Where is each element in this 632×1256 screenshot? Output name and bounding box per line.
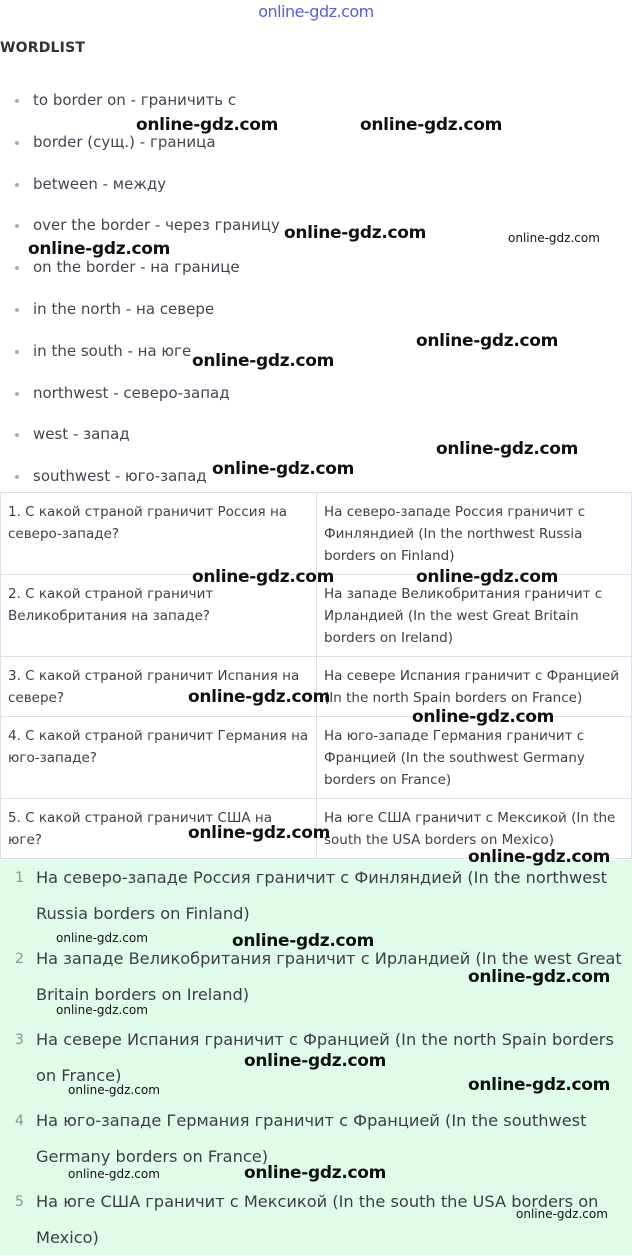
answer-number: 2 [15, 951, 24, 967]
answer-number: 5 [15, 1194, 24, 1210]
wordlist-item [0, 122, 632, 164]
wordlist-item [0, 373, 632, 415]
watermark: online-gdz.com [244, 1051, 387, 1071]
wordlist-item [0, 289, 632, 331]
watermark: online-gdz.com [188, 687, 331, 707]
bullet-icon [15, 141, 19, 145]
question-cell: 5. С какой страной граничит США на юге? [1, 799, 317, 859]
answer-number: 4 [15, 1113, 24, 1129]
watermark: online-gdz.com [192, 351, 335, 371]
watermark: online-gdz.com [284, 223, 427, 243]
qa-table [0, 492, 632, 859]
bullet-icon [15, 350, 19, 354]
bullet-icon [15, 183, 19, 187]
answer-cell: На северо-западе Россия граничит с Финляндией (In the northwest Russia borders on Finland) [317, 493, 632, 575]
answer-number: 3 [15, 1032, 24, 1048]
bullet-icon [15, 99, 19, 103]
wordlist-item-text: southwest - юго-запад [33, 467, 207, 486]
answer-number: 1 [15, 870, 24, 886]
table-row [1, 493, 632, 575]
bullet-icon [15, 392, 19, 396]
watermark: online-gdz.com [412, 707, 555, 727]
answer-text: На северо-западе Россия граничит с Финляндией (In the northwest Russia borders on Finland) [36, 868, 607, 923]
watermark: online-gdz.com [28, 239, 171, 259]
wordlist-item [0, 164, 632, 206]
watermark: online-gdz.com [516, 1207, 608, 1221]
answer-text: На юге США граничит с Мексикой (In the south the USA borders on Mexico) [36, 1192, 599, 1247]
watermark: online-gdz.com [508, 231, 600, 245]
watermark: online-gdz.com [56, 931, 148, 945]
watermark: online-gdz.com [192, 567, 335, 587]
answer-text: На западе Великобритания граничит с Ирландией (In the west Great Britain borders on Ireland) [36, 949, 622, 1004]
bullet-icon [15, 308, 19, 312]
wordlist-item-text: on the border - на границе [33, 258, 240, 277]
answer-text: На севере Испания граничит с Францией (In the north Spain borders on France) [36, 1030, 614, 1085]
watermark: online-gdz.com [468, 967, 611, 987]
wordlist [0, 80, 632, 498]
watermark: online-gdz.com [468, 847, 611, 867]
watermark-header: online-gdz.com [258, 2, 374, 21]
watermark: online-gdz.com [360, 115, 503, 135]
watermark: online-gdz.com [416, 331, 559, 351]
watermark: online-gdz.com [56, 1003, 148, 1017]
answer-text: На юго-западе Германия граничит с Францией (In the southwest Germany borders on France) [36, 1111, 587, 1166]
wordlist-item-text: west - запад [33, 425, 130, 444]
watermark: online-gdz.com [68, 1167, 160, 1181]
bullet-icon [15, 224, 19, 228]
table-row [1, 717, 632, 799]
bullet-icon [15, 475, 19, 479]
wordlist-item [0, 80, 632, 122]
wordlist-item-text: between - между [33, 174, 167, 193]
question-cell: 1. С какой страной граничит Россия на северо-западе? [1, 493, 317, 575]
bullet-icon [15, 266, 19, 270]
question-cell: 2. С какой страной граничит Великобритания на западе? [1, 575, 317, 657]
watermark: online-gdz.com [212, 459, 355, 479]
wordlist-item-text: over the border - через границу [33, 216, 280, 235]
answer-cell: На юго-западе Германия граничит с Францией (In the southwest Germany borders on France) [317, 717, 632, 799]
question-cell: 3. С какой страной граничит Испания на севере? [1, 657, 317, 717]
wordlist-heading: WORDLIST [0, 40, 86, 56]
wordlist-item-text: northwest - северо-запад [33, 383, 230, 402]
watermark: online-gdz.com [136, 115, 279, 135]
wordlist-item-text: in the south - на юге [33, 341, 192, 360]
watermark: online-gdz.com [436, 439, 579, 459]
answer-cell: На севере Испания граничит с Францией (In the north Spain borders on France) [317, 657, 632, 717]
question-cell: 4. С какой страной граничит Германия на юго-западе? [1, 717, 317, 799]
watermark: online-gdz.com [416, 567, 559, 587]
wordlist-item-text: border (сущ.) - граница [33, 132, 216, 151]
watermark: online-gdz.com [244, 1163, 387, 1183]
watermark: online-gdz.com [188, 823, 331, 843]
watermark: online-gdz.com [232, 931, 375, 951]
answer-cell: На юге США граничит с Мексикой (In the south the USA borders on Mexico) [317, 799, 632, 859]
watermark: online-gdz.com [68, 1083, 160, 1097]
answer-cell: На западе Великобритания граничит с Ирландией (In the west Great Britain borders on Ireland) [317, 575, 632, 657]
wordlist-item-text: to border on - граничить с [33, 91, 237, 109]
wordlist-item-text: in the north - на севере [33, 299, 215, 318]
watermark: online-gdz.com [468, 1075, 611, 1095]
bullet-icon [15, 433, 19, 437]
